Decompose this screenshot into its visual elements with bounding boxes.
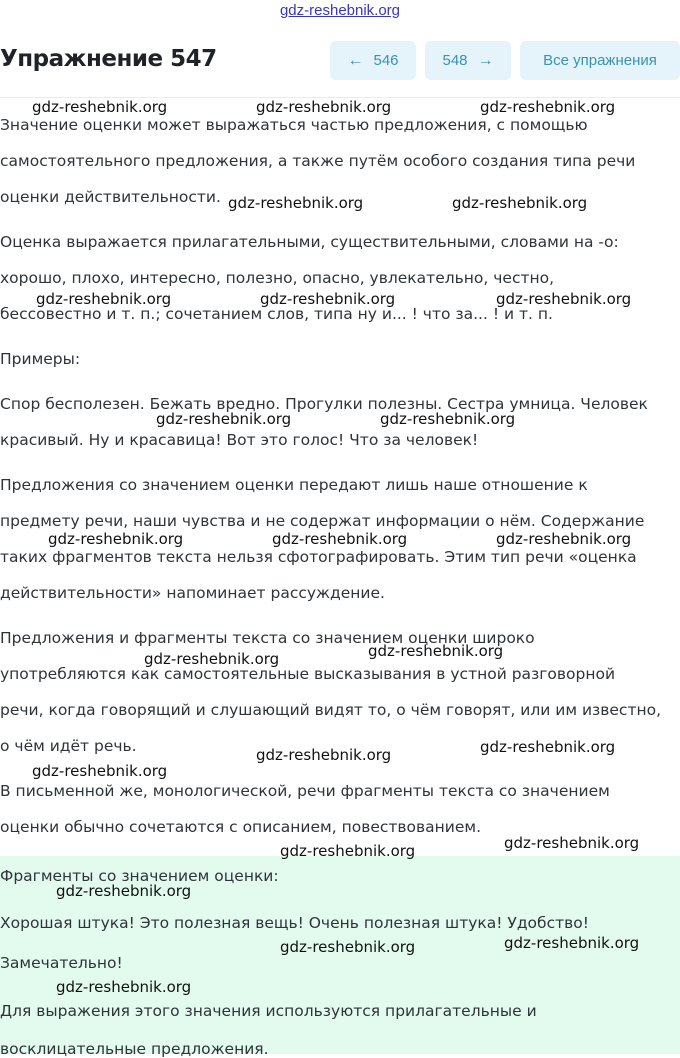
answer-line: восклицательные предложения. (0, 1040, 269, 1058)
text-line: Значение оценки может выражаться частью предложения, с помощью (0, 116, 588, 134)
text-line: речи, когда говорящий и слушающий видят то, о чём говорят, или им известно, (0, 701, 662, 719)
watermark: gdz-reshebnik.org (228, 194, 364, 212)
watermark: gdz-reshebnik.org (260, 290, 396, 308)
watermark: gdz-reshebnik.org (32, 98, 168, 116)
text-line: Предложения со значением оценки передают лишь наше отношение к (0, 476, 588, 494)
site-link[interactable]: gdz-reshebnik.org (279, 2, 401, 19)
text-line: оценки действительности. (0, 188, 221, 206)
watermark: gdz-reshebnik.org (36, 290, 172, 308)
watermark: gdz-reshebnik.org (156, 410, 292, 428)
watermark: gdz-reshebnik.org (380, 410, 516, 428)
all-exercises-label: Все упражнения (543, 52, 657, 69)
watermark: gdz-reshebnik.org (256, 98, 392, 116)
arrow-right-icon: → (477, 51, 494, 69)
text-line: Предложения и фрагменты текста со значением оценки широко (0, 629, 535, 647)
watermark: gdz-reshebnik.org (480, 738, 616, 756)
exercise-header (0, 40, 680, 82)
answer-line: Замечательно! (0, 954, 123, 972)
watermark: gdz-reshebnik.org (452, 194, 588, 212)
watermark: gdz-reshebnik.org (256, 746, 392, 764)
prev-exercise-label: 546 (373, 52, 399, 69)
watermark: gdz-reshebnik.org (48, 530, 184, 548)
watermark: gdz-reshebnik.org (368, 642, 504, 660)
text-line: Спор бесполезен. Бежать вредно. Прогулки полезны. Сестра умница. Человек (0, 395, 648, 413)
watermark: gdz-reshebnik.org (496, 530, 632, 548)
prev-exercise-button[interactable] (330, 41, 416, 80)
text-line: самостоятельного предложения, а также путём особого создания типа речи (0, 152, 636, 170)
text-line: предмету речи, наши чувства и не содержат информации о нём. Содержание (0, 512, 645, 530)
next-exercise-button[interactable] (425, 41, 511, 80)
watermark: gdz-reshebnik.org (56, 978, 192, 996)
text-line: Примеры: (0, 350, 81, 368)
watermark: gdz-reshebnik.org (32, 762, 168, 780)
all-exercises-button[interactable] (520, 41, 680, 80)
text-line: Оценка выражается прилагательными, существительными, словами на -о: (0, 233, 619, 251)
text-line: бессовестно и т. п.; сочетанием слов, типа ну и... ! что за... ! и т. п. (0, 305, 553, 323)
watermark: gdz-reshebnik.org (480, 98, 616, 116)
watermark: gdz-reshebnik.org (56, 882, 192, 900)
watermark: gdz-reshebnik.org (280, 938, 416, 956)
watermark: gdz-reshebnik.org (272, 530, 408, 548)
answer-line: Хорошая штука! Это полезная вещь! Очень полезная штука! Удобство! (0, 914, 589, 932)
text-line: красивый. Ну и красавица! Вот это голос! Что за человек! (0, 431, 479, 449)
watermark: gdz-reshebnik.org (144, 650, 280, 668)
text-line: употребляются как самостоятельные высказывания в устной разговорной (0, 665, 616, 683)
text-line: таких фрагментов текста нельзя сфотографировать. Этим тип речи «оценка (0, 548, 637, 566)
page-title: Упражнение 547 (0, 46, 217, 72)
watermark: gdz-reshebnik.org (280, 842, 416, 860)
text-line: В письменной же, монологической, речи фрагменты текста со значением (0, 782, 610, 800)
text-line: оценки обычно сочетаются с описанием, повествованием. (0, 818, 482, 836)
next-exercise-label: 548 (442, 52, 468, 69)
text-line: действительности» напоминает рассуждение. (0, 584, 385, 602)
answer-line: Для выражения этого значения используются прилагательные и (0, 1002, 537, 1020)
text-line: о чём идёт речь. (0, 737, 137, 755)
watermark: gdz-reshebnik.org (504, 934, 640, 952)
text-line: хорошо, плохо, интересно, полезно, опасно, увлекательно, честно, (0, 269, 555, 287)
watermark: gdz-reshebnik.org (496, 290, 632, 308)
watermark: gdz-reshebnik.org (504, 834, 640, 852)
arrow-left-icon: ← (347, 51, 364, 69)
answer-line: Фрагменты со значением оценки: (0, 867, 279, 885)
